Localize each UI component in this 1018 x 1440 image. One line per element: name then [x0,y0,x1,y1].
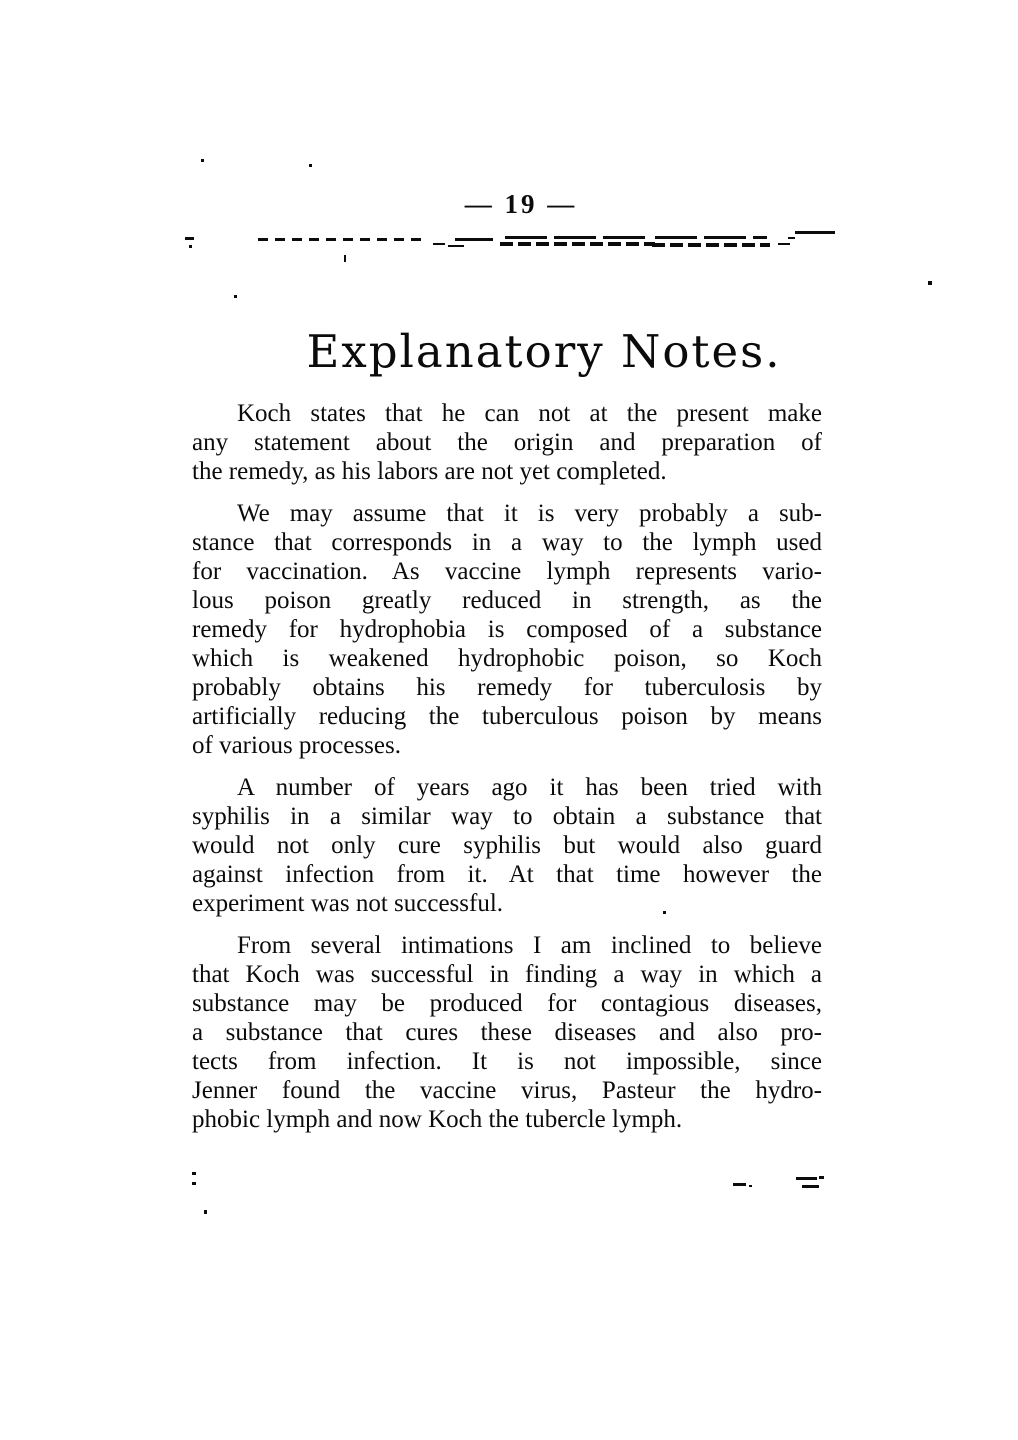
ink-speck-artifact [201,159,204,162]
text-line: Koch states that he can not at the present make [237,400,822,427]
text-line: Jenner found the vaccine virus, Pasteur the hydro- [192,1077,822,1104]
rule-segment-artifact [455,238,493,241]
ink-speck-artifact [234,295,237,298]
ink-speck-artifact [204,1210,207,1214]
ink-speck-artifact [192,1172,196,1175]
paragraph [192,399,822,486]
ink-speck-artifact [192,1182,196,1185]
rule-segment-artifact [505,236,650,239]
ink-speck-artifact [928,281,932,285]
ink-speck-artifact [749,1185,752,1187]
text-line: tects from infection. It is not impossible, since [192,1048,822,1075]
rule-segment-artifact [258,238,428,241]
rule-segment-artifact [788,237,795,239]
text-line: We may assume that it is very probably a sub- [237,500,822,527]
text-line: remedy for hydrophobia is composed of a substance [192,616,822,643]
paragraph [192,773,822,918]
rule-segment-artifact [500,242,655,246]
text-line: experiment was not successful. [192,890,504,917]
ink-speck-artifact [819,1176,824,1179]
rule-segment-artifact [185,237,194,240]
rule-segment-artifact [778,243,790,245]
body-text [192,399,822,1134]
ink-speck-artifact [733,1183,746,1186]
text-line: A number of years ago it has been tried with [237,774,822,801]
rule-segment-artifact [433,243,445,245]
ink-speck-artifact [663,911,666,914]
text-line: of various processes. [192,732,401,759]
text-line: any statement about the origin and preparation of [192,429,822,456]
text-line: the remedy, as his labors are not yet completed. [192,458,667,485]
ink-speck-artifact [796,1177,817,1180]
text-line: lous poison greatly reduced in strength, as the [192,587,822,614]
ink-speck-artifact [344,255,346,262]
text-line: From several intimations I am inclined to believe [237,932,822,959]
text-line: would not only cure syphilis but would also guard [192,832,822,859]
text-line: substance may be produced for contagious diseases, [192,990,822,1017]
ink-speck-artifact [802,1185,819,1188]
rule-segment-artifact [448,245,464,247]
text-line: artificially reducing the tuberculous poison by means [192,703,822,730]
paragraph [192,931,822,1134]
rule-segment-artifact [652,243,770,247]
text-line: a substance that cures these diseases and also pro- [192,1019,822,1046]
text-line: for vaccination. As vaccine lymph represents vario- [192,558,822,585]
text-line: that Koch was successful in finding a way in which a [192,961,822,988]
rule-segment-artifact [655,236,767,239]
text-line: probably obtains his remedy for tuberculosis by [192,674,822,701]
text-line: syphilis in a similar way to obtain a substance that [192,803,822,830]
text-line: against infection from it. At that time however the [192,861,822,888]
paragraph [192,499,822,760]
rule-segment-artifact [189,245,192,248]
rule-segment-artifact [795,231,835,234]
text-line: stance that corresponds in a way to the lymph used [192,529,822,556]
page-title: Explanatory Notes. [306,325,782,378]
ink-speck-artifact [309,164,312,167]
page-number: — 19 — [464,189,578,219]
text-line: which is weakened hydrophobic poison, so Koch [192,645,822,672]
text-line: phobic lymph and now Koch the tubercle lymph. [192,1106,683,1133]
